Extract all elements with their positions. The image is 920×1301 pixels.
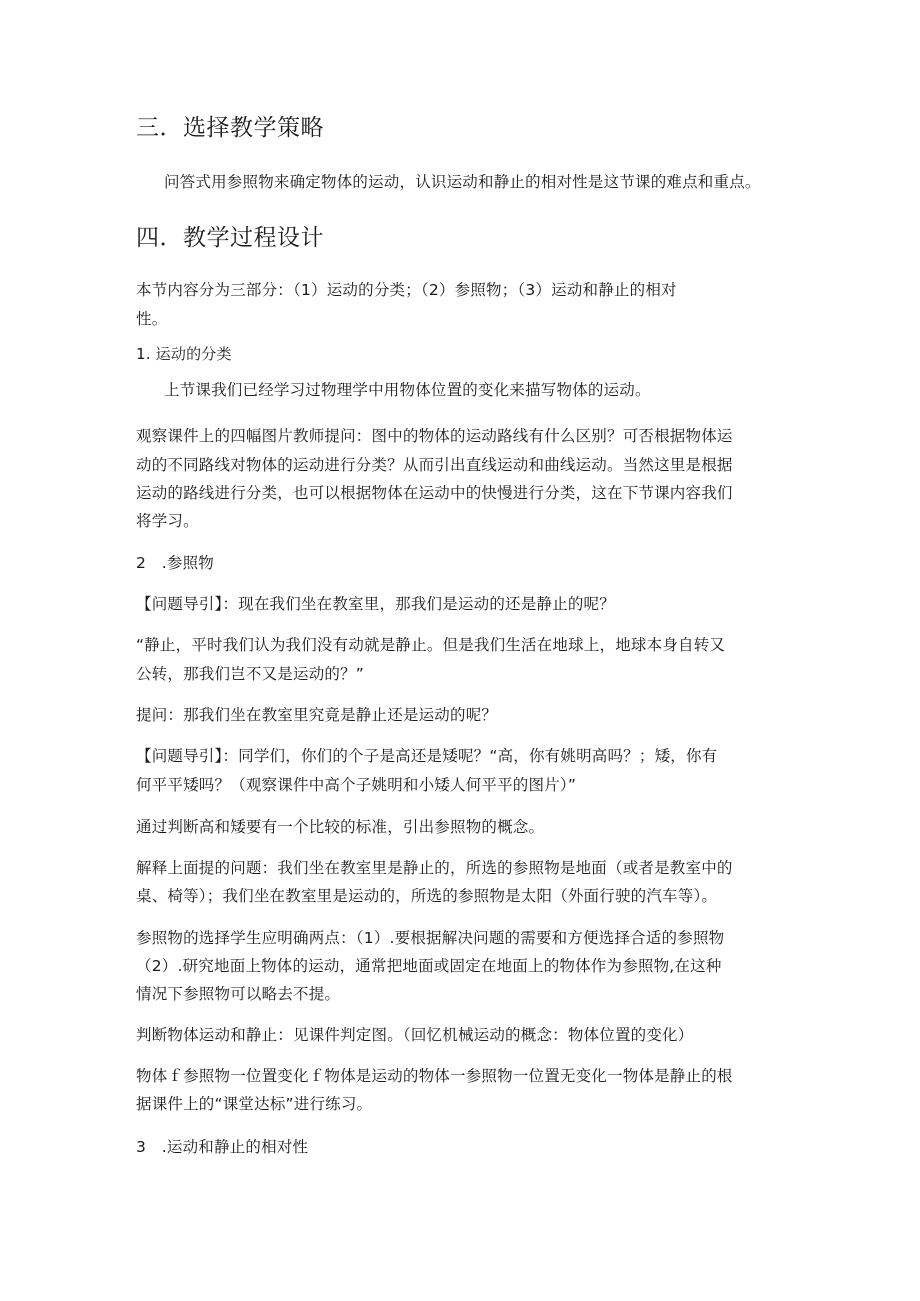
part-1-paragraph-2-line-2: 动的不同路线对物体的运动进行分类？从而引出直线运动和曲线运动。当然这里是根据 <box>136 456 733 474</box>
part-2-concept: 通过判断高和矮要有一个比较的标准，引出参照物的概念。 <box>136 818 545 836</box>
part-2-judge: 判断物体运动和静止：见课件判定图。（回忆机械运动的概念：物体位置的变化） <box>136 1026 694 1044</box>
section-3-heading: 三．选择教学策略 <box>136 115 324 141</box>
part-1-title: 1. 运动的分类 <box>136 345 232 363</box>
part-2-explain-line-2: 桌、椅等）；我们坐在教室里是运动的，所选的参照物是太阳（外面行驶的汽车等）。 <box>136 887 718 905</box>
part-1-paragraph-2-line-4: 将学习。 <box>136 512 199 530</box>
part-2-question-1: 【问题导引】：现在我们坐在教室里，那我们是运动的还是静止的呢？ <box>136 595 615 613</box>
part-2-title: 2 .参照物 <box>136 554 214 572</box>
part-2-points-line-2: （2）.研究地面上物体的运动，通常把地面或固定在地面上的物体作为参照物,在这种 <box>136 957 722 975</box>
part-2-question-3-line-1: 【问题导引】：同学们，你们的个子是高还是矮呢？“高，你有姚明高吗？；矮，你有 <box>136 747 718 765</box>
part-3-title: 3 .运动和静止的相对性 <box>136 1138 309 1156</box>
part-1-paragraph-1: 上节课我们已经学习过物理学中用物体位置的变化来描写物体的运动。 <box>164 381 651 399</box>
part-2-question-2: 提问：那我们坐在教室里究竟是静止还是运动的呢？ <box>136 706 498 724</box>
part-2-question-3-line-2: 何平平矮吗？（观察课件中高个子姚明和小矮人何平平的图片）” <box>136 776 577 794</box>
part-2-flow-line-1: 物体ｆ参照物一位置变化ｆ物体是运动的物体一参照物一位置无变化一物体是静止的根 <box>136 1067 733 1085</box>
part-2-explain-line-1: 解释上面提的问题：我们坐在教室里是静止的，所选的参照物是地面（或者是教室中的 <box>136 859 733 877</box>
part-2-answer-1-line-1: “静止，平时我们认为我们没有动就是静止。但是我们生活在地球上，地球本身自转又 <box>136 636 726 654</box>
part-2-answer-1-line-2: 公转，那我们岂不又是运动的？” <box>136 665 365 683</box>
part-1-paragraph-2-line-3: 运动的路线进行分类，也可以根据物体在运动中的快慢进行分类，这在下节课内容我们 <box>136 484 733 502</box>
intro-line-1: 本节内容分为三部分：（1）运动的分类；（2）参照物；（3）运动和静止的相对 <box>136 281 677 299</box>
part-2-flow-line-2: 据课件上的“课堂达标”进行练习。 <box>136 1095 373 1113</box>
section-4-heading: 四．教学过程设计 <box>136 225 324 251</box>
intro-line-2: 性。 <box>136 310 168 328</box>
part-2-points-line-1: 参照物的选择学生应明确两点：（1）.要根据解决问题的需要和方便选择合适的参照物 <box>136 929 725 947</box>
section-3-paragraph: 问答式用参照物来确定物体的运动，认识运动和静止的相对性是这节课的难点和重点。 <box>164 173 761 191</box>
part-2-points-line-3: 情况下参照物可以略去不提。 <box>136 985 341 1003</box>
part-1-paragraph-2-line-1: 观察课件上的四幅图片教师提问：图中的物体的运动路线有什么区别？可否根据物体运 <box>136 427 733 445</box>
